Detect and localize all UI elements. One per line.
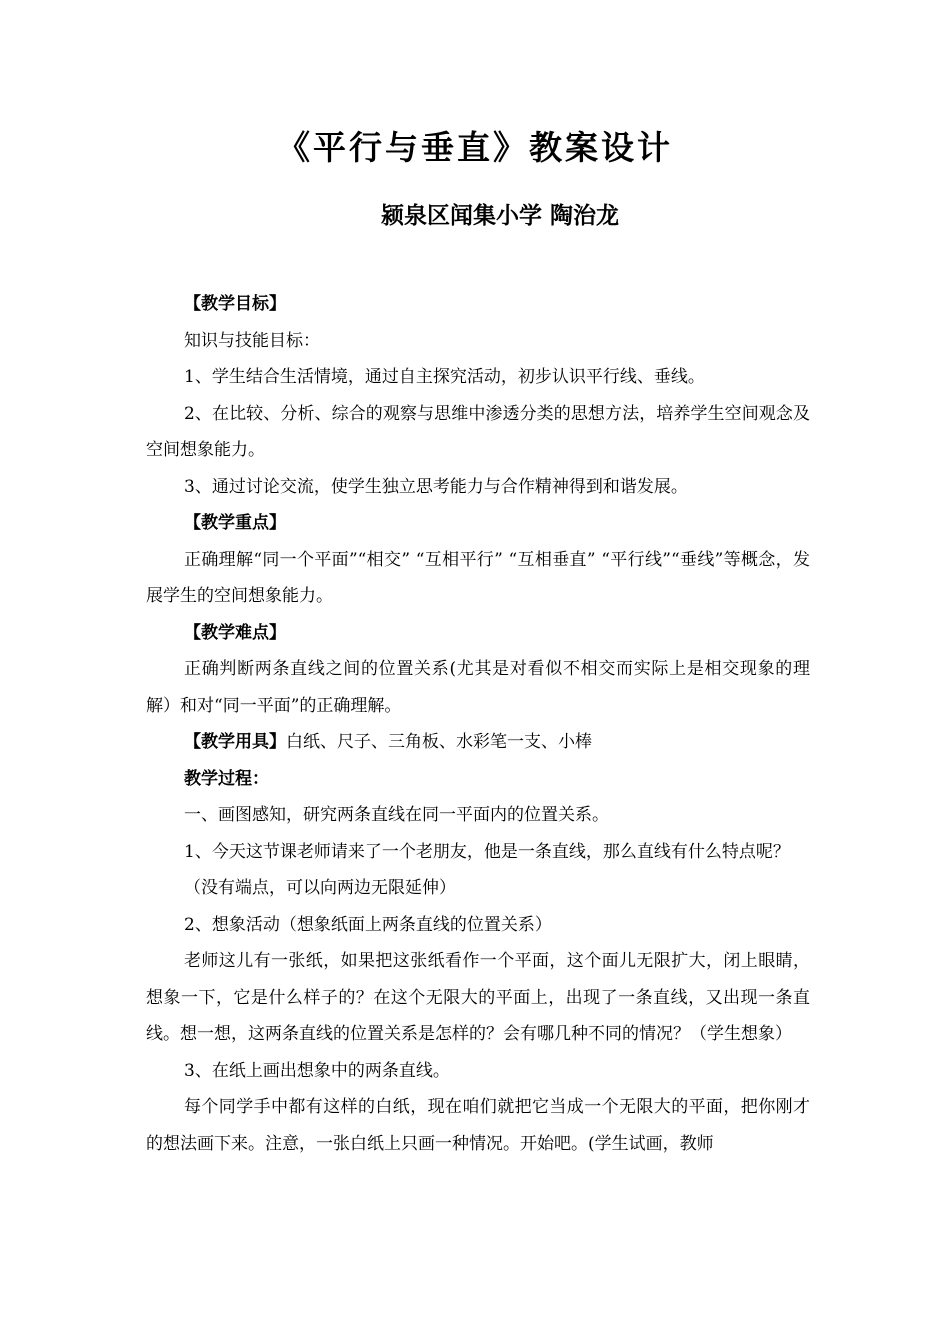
process-paragraph: 1、今天这节课老师请来了一个老朋友，他是一条直线，那么直线有什么特点呢？ [184, 841, 790, 862]
difficulty-text: 正确判断两条直线之间的位置关系(尤其是对看似不相交而实际上是相交现象的理解）和对“同一平面”的正确理解。 [146, 659, 810, 716]
author-line: 颍泉区闻集小学 陶治龙 [380, 203, 619, 229]
tools-heading: 【教学用具】 [184, 732, 286, 752]
difficulty-heading: 【教学难点】 [184, 622, 286, 643]
process-paragraph: 2、想象活动（想象纸面上两条直线的位置关系） [184, 914, 552, 935]
document-body [146, 286, 810, 1162]
key-points-heading: 【教学重点】 [184, 513, 286, 533]
goal-item: 3、通过讨论交流，使学生独立思考能力与合作精神得到和谐发展。 [184, 476, 688, 497]
process-paragraph: （没有端点，可以向两边无限延伸） [184, 878, 456, 898]
process-paragraph: 一、画图感知，研究两条直线在同一平面内的位置关系。 [184, 805, 609, 825]
document-title: 《平行与垂直》教案设计 [277, 128, 673, 167]
tools-text: 白纸、尺子、三角板、水彩笔一支、小棒 [286, 732, 592, 752]
process-heading: 教学过程： [184, 768, 269, 789]
tools-paragraph [146, 724, 810, 761]
process-paragraph: 每个同学手中都有这样的白纸，现在咱们就把它当成一个无限大的平面，把你刚才的想法画下来。注意，一张白纸上只画一种情况。开始吧。(学生试画，教师 [146, 1097, 810, 1154]
goals-heading: 【教学目标】 [184, 294, 286, 314]
goal-item: 2、在比较、分析、综合的观察与思维中渗透分类的思想方法，培养学生空间观念及空间想象能力。 [146, 403, 810, 460]
process-paragraph: 3、在纸上画出想象中的两条直线。 [184, 1060, 450, 1081]
goal-item: 1、学生结合生活情境，通过自主探究活动，初步认识平行线、垂线。 [184, 367, 705, 387]
goals-subheading: 知识与技能目标： [184, 330, 320, 351]
key-points-text: 正确理解“同一个平面”“相交” “互相平行” “互相垂直” “平行线”“垂线”等概念，发展学生的空间想象能力。 [146, 549, 810, 606]
process-paragraph: 老师这儿有一张纸，如果把这张纸看作一个平面，这个面儿无限扩大，闭上眼睛，想象一下，它是什么样子的？在这个无限大的平面上，出现了一条直线，又出现一条直线。想一想，这两条直线的位置关系是怎样的？会有哪几种不同的情况？（学生想象） [146, 951, 810, 1044]
